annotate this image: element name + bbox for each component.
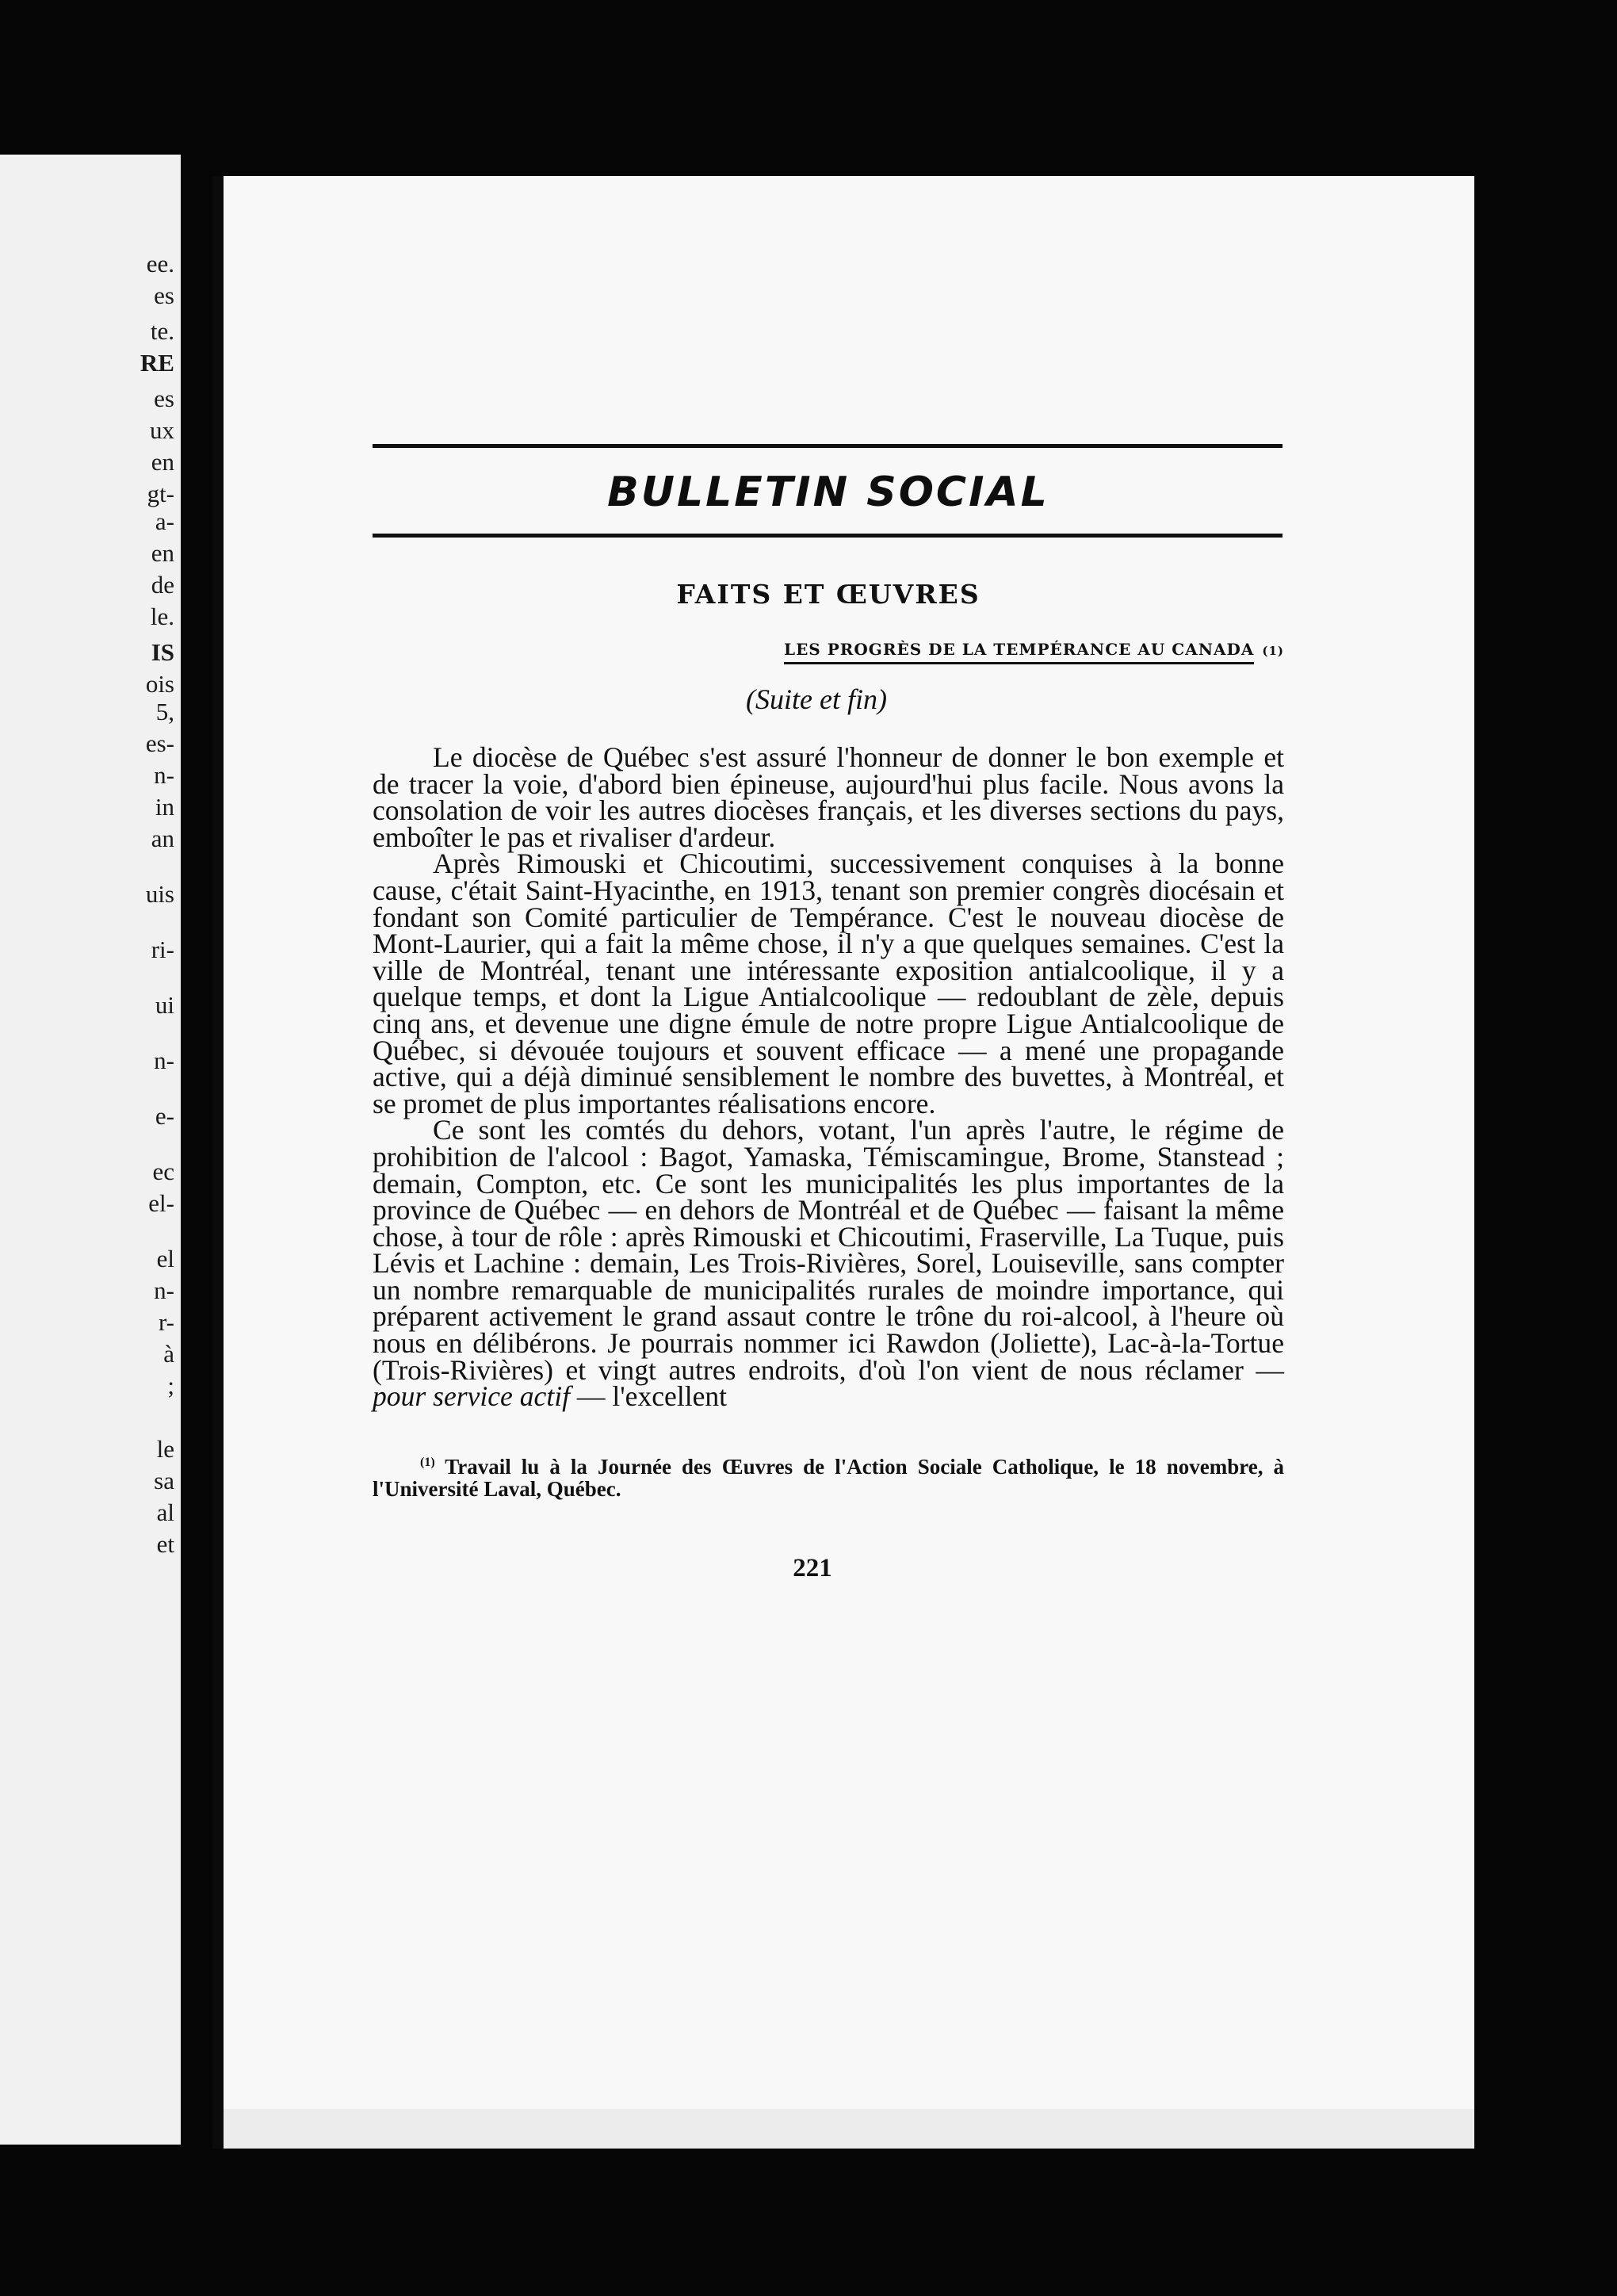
left-page-fragment: ux — [150, 416, 174, 444]
left-page-fragment: e- — [155, 1102, 174, 1130]
left-page-fragment: ois — [145, 670, 174, 698]
footnote-text: Travail lu à la Journée des Œuvres de l'Action Sociale Catholique, le 18 novembre, à l'Université Laval, Québec. — [373, 1454, 1285, 1501]
left-page-fragment: es — [154, 385, 174, 412]
left-page-fragment: n- — [154, 761, 174, 789]
section-title: FAITS ET ŒUVRES — [676, 579, 981, 610]
left-page-fragment: es — [154, 281, 174, 309]
left-page-fragment: el- — [148, 1189, 174, 1217]
book-gutter — [181, 151, 212, 2149]
footnote-ref: (1) — [420, 1455, 435, 1469]
left-page-fragment: de — [151, 571, 174, 599]
paragraph — [373, 1114, 1284, 1413]
left-page-fragment: el — [156, 1245, 174, 1272]
left-page-fragment: ec — [152, 1158, 174, 1185]
italic-phrase: pour service actif — [373, 1380, 570, 1413]
left-page-fragment: le — [156, 1435, 174, 1463]
left-page-fragment: al — [156, 1498, 174, 1526]
paragraph: Le diocèse de Québec s'est assuré l'honneur de donner le bon exemple et de tracer la voie, d'abord bien épineuse, aujourd'hui plus facile. Nous avons la consolation de voir les autres diocèses français, et les diverses sections du pays, emboîter le pas et rivaliser d'ardeur. — [373, 741, 1284, 853]
article-title: LES PROGRÈS DE LA TEMPÉRANCE AU CANADA — [784, 640, 1254, 664]
left-page-fragment: in — [155, 793, 174, 821]
left-page-fragment: RE — [140, 349, 174, 377]
left-page-fragment: uis — [145, 880, 174, 908]
left-page-fragment: a- — [155, 507, 174, 535]
left-page-fragment: ; — [167, 1372, 174, 1399]
paragraph: Après Rimouski et Chicoutimi, successivement conquises à la bonne cause, c'était Saint-Hyacinthe, en 1913, tenant son premier congrès diocésain et fondant son Comité particulier de Tempérance. C'est le nouveau diocèse de Mont-Laurier, qui a fait la même chose, il n'y a que quelques semaines. C'est la ville de Montréal, tenant une intéressante exposition antialcoolique, il y a quelque temps, et dont la Ligue Antialcoolique — redoublant de zèle, depuis cinq ans, et devenue une digne émule de notre propre Ligue Antialcoolique de Québec, si dévouée toujours et souvent efficace — a mené une propagande active, qui a déjà diminué sensiblement le nombre des buvettes, à Montréal, et se promet de plus importantes réalisations encore. — [373, 848, 1284, 1119]
left-page-fragment: 5, — [155, 698, 174, 725]
left-page-fragment: ui — [155, 991, 174, 1019]
left-page-fragment: à — [163, 1340, 174, 1368]
paragraph-tail: — l'excellent — [576, 1380, 728, 1413]
left-page-fragment: IS — [151, 638, 174, 666]
article-subtitle: (Suite et fin) — [746, 683, 887, 715]
left-page-fragment: en — [151, 539, 174, 567]
bottom-rule — [373, 534, 1283, 538]
left-page-fragment: n- — [154, 1276, 174, 1304]
left-page-fragment: n- — [154, 1047, 174, 1074]
paragraph-text: Ce sont les comtés du dehors, votant, l'un après l'autre, le régime de prohibition de l'alcool : Bagot, Yamaska, Témiscamingue, Brome, Stanstead ; demain, Compton, etc. Ce sont les municipalités les plus importantes de la province de Québec — en dehors de Montréal et de Québec — faisant la même chose, à tour de rôle : après Rimouski et Chicoutimi, Fraserville, La Tuque, puis Lévis et Lachine : demain, Les Trois-Rivières, Sorel, Louiseville, sans compter un nombre remarquable de municipalités rurales de moindre importance, qui préparent activement le grand assaut contre le trône du roi-alcool, à l'heure où nous en délibérons. Je pourrais nommer ici Rawdon (Joliette), Lac-à-la-Tortue (Trois-Rivières) et vingt autres endroits, d'où l'on vient de nous réclamer — — [373, 1114, 1284, 1386]
left-page-fragment: et — [156, 1530, 174, 1558]
page-spine — [212, 176, 224, 2149]
left-page-fragment: ee. — [146, 250, 174, 277]
left-page-fragment: an — [151, 825, 174, 852]
bulletin-title: BULLETIN SOCIAL — [607, 469, 1049, 516]
left-page-fragment: le. — [150, 603, 174, 630]
article-note-ref: (1) — [1262, 644, 1284, 658]
left-page-fragment: gt- — [147, 480, 174, 507]
left-page-fragment: ri- — [151, 936, 174, 963]
left-page-fragment: es- — [145, 729, 174, 757]
left-page-fragment: r- — [158, 1308, 174, 1336]
top-rule — [373, 444, 1283, 448]
page-edge — [224, 2109, 1474, 2149]
article-body — [373, 741, 1284, 1413]
footnote — [373, 1452, 1284, 1500]
previous-page-strip — [0, 155, 181, 2145]
page-number: 221 — [793, 1553, 832, 1582]
left-page-fragment: en — [151, 448, 174, 476]
left-page-fragment: te. — [150, 317, 174, 345]
article-title-row — [373, 640, 1284, 659]
left-page-fragment: sa — [154, 1467, 174, 1494]
page-content — [373, 444, 1284, 1583]
